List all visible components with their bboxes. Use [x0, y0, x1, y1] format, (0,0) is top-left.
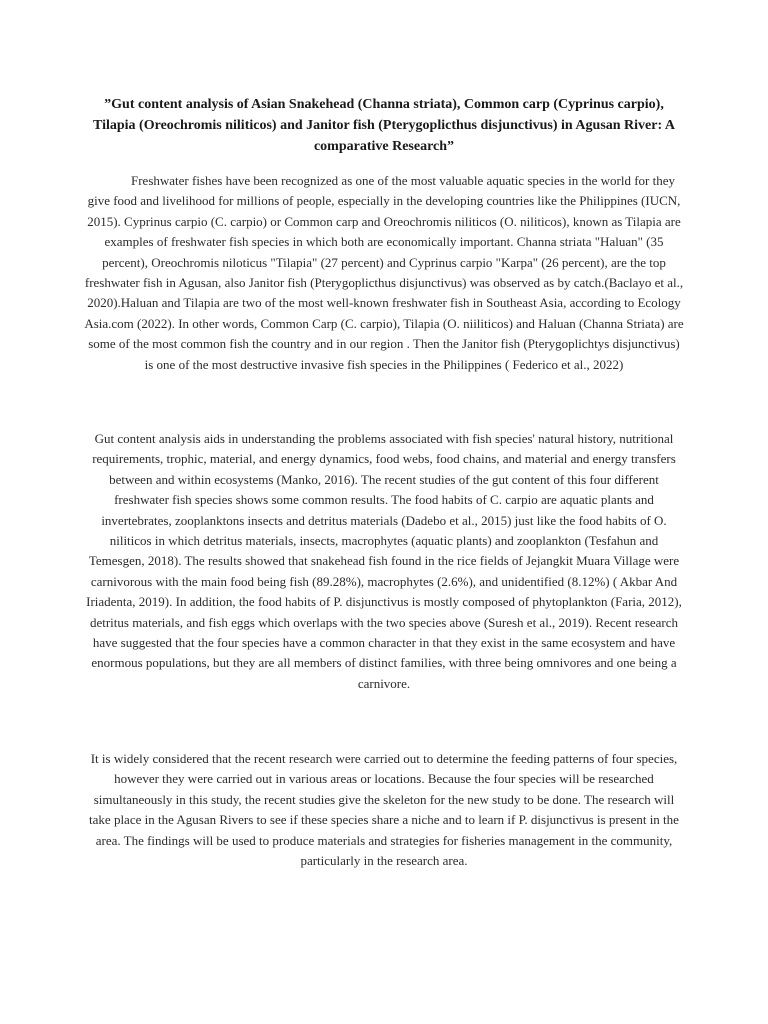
paragraph-introduction: Freshwater fishes have been recognized as one of the most valuable aquatic species in the world for they give food and livelihood for millions of people, especially in the developing countries like the Philippines (IUCN, 2015). Cyprinus carpio (C. carpio) or Common carp and Oreochromis niliticos (O. niliticos), known as Tilapia are examples of freshwater fish species in which both are economically important. Channa striata "Haluan" (35 percent), Oreochromis niloticus "Tilapia" (27 percent) and Cyprinus carpio "Karpa" (26 percent), are the top freshwater fish in Agusan, also Janitor fish (Pterygoplicthus disjunctivus) was observed as by catch.(Baclayo et al., 2020).Haluan and Tilapia are two of the most well-known freshwater fish in Southeast Asia, according to Ecology Asia.com (2022). In other words, Common Carp (C. carpio), Tilapia (O. niiliticos) and Haluan (Channa Striata) are some of the most common fish the country and in our region . Then the Janitor fish (Pterygoplichtys disjunctivus) is one of the most destructive invasive fish species in the Philippines ( Federico et al., 2022): [84, 173, 684, 372]
paragraph-study-purpose: It is widely considered that the recent research were carried out to determine the feeding patterns of four species, however they were carried out in various areas or locations. Because the four species will be researched simultaneously in this study, the recent studies give the skeleton for the new study to be done. The research will take place in the Agusan Rivers to see if these species share a niche and to learn if P. disjunctivus is present in the area. The findings will be used to produce materials and strategies for fisheries management in the community, particularly in the research area.: [89, 751, 679, 869]
document-title: ”Gut content analysis of Asian Snakehead (Channa striata), Common carp (Cyprinus carpio), Tilapia (Oreochromis niliticos) and Janitor fish (Pterygoplicthus disjunctivus) in Agusan River: A comparative Research”: [93, 97, 675, 154]
paragraph-gut-content: Gut content analysis aids in understanding the problems associated with fish species' natural history, nutritional requirements, trophic, material, and energy dynamics, food webs, food chains, and material and energy transfers between and within ecosystems (Manko, 2016). The recent studies of the gut content of this four different freshwater fish species shows some common results. The food habits of C. carpio are aquatic plants and invertebrates, zooplanktons insects and detritus materials (Dadebo et al., 2015) just like the food habits of O. niliticos in which detritus materials, insects, macrophytes (aquatic plants) and zooplankton (Tesfahun and Temesgen, 2018). The results showed that snakehead fish found in the rice fields of Jejangkit Muara Village were carnivorous with the main food being fish (89.28%), macrophytes (2.6%), and unidentified (8.12%) ( Akbar And Iriadenta, 2019). In addition, the food habits of P. disjunctivus is mostly composed of phytoplankton (Faria, 2012), detritus materials, and fish eggs which overlaps with the two species above (Suresh et al., 2019). Recent research have suggested that the four species have a common character in that they exist in the same ecosystem and have enormous populations, but they are all members of distinct families, with three being omnivores and one being a carnivore.: [86, 431, 682, 691]
